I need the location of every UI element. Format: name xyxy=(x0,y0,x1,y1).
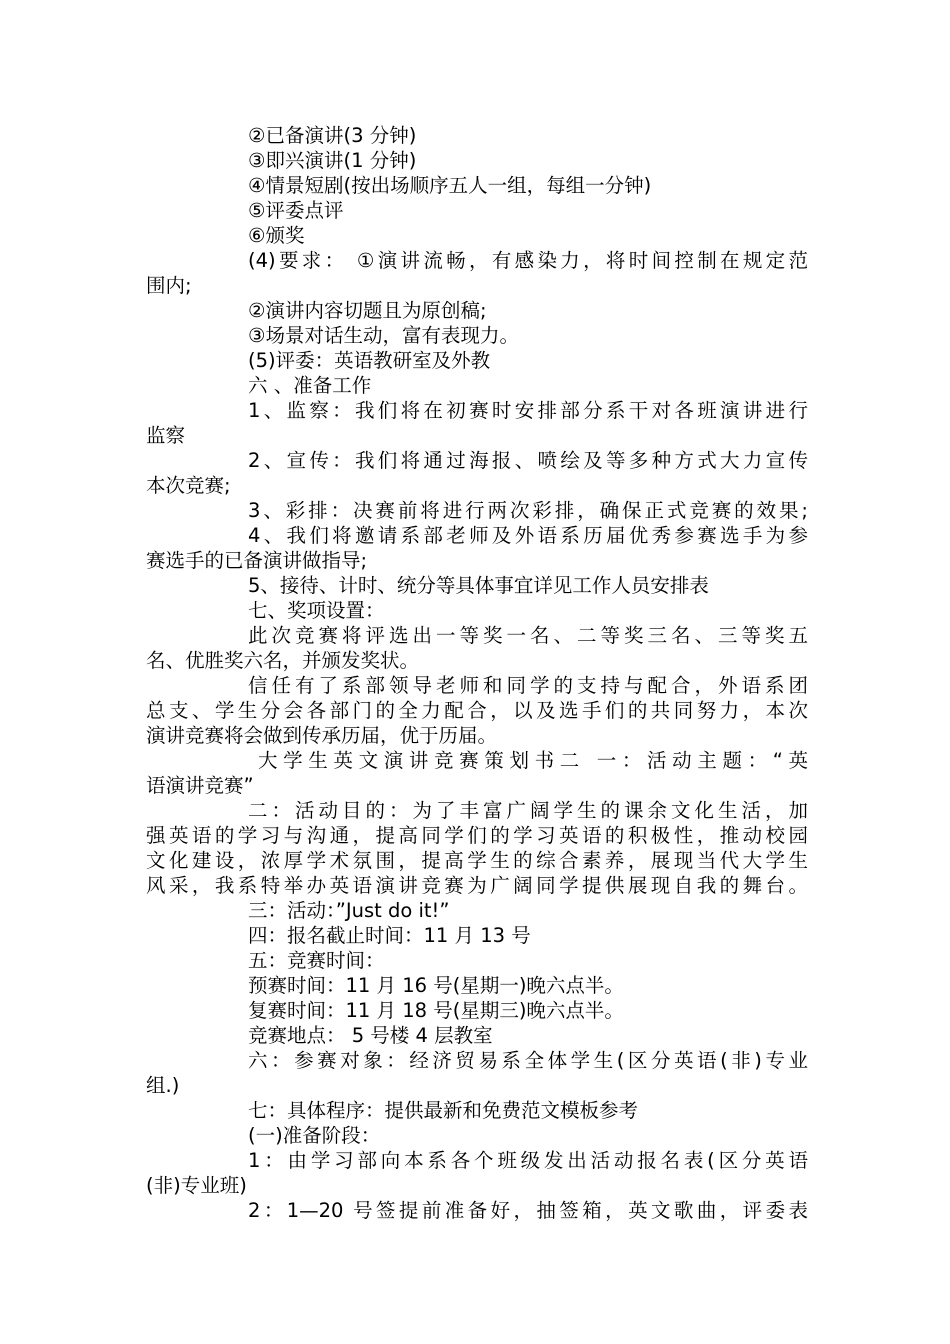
document-title-line: 大学生英文演讲竞赛策划书二 一：活动主题：“英 xyxy=(258,749,808,772)
text-line: 六：参赛对象：经济贸易系全体学生(区分英语(非)专业 xyxy=(248,1049,808,1072)
text-line: 赛选手的已备演讲做指导; xyxy=(146,549,368,572)
text-line: 文化建设，浓厚学术氛围，提高学生的综合素养，展现当代大学生 xyxy=(146,849,808,872)
text-line: 五：竞赛时间： xyxy=(248,949,385,972)
text-line: 围内; xyxy=(146,274,192,297)
text-line: 5、接待、计时、统分等具体事宜详见工作人员安排表 xyxy=(248,574,709,597)
text-line: 本次竞赛; xyxy=(146,474,231,497)
text-line: 1：由学习部向本系各个班级发出活动报名表(区分英语 xyxy=(248,1149,808,1172)
text-line: 三：活动：”Just do it!” xyxy=(248,899,450,922)
text-line: 2、宣传：我们将通过海报、喷绘及等多种方式大力宣传 xyxy=(248,449,808,472)
text-line: ⑥颁奖 xyxy=(248,224,305,247)
text-line: 七：具体程序：提供最新和免费范文模板参考 xyxy=(248,1099,639,1122)
text-line: 复赛时间：11 月 18 号(星期三)晚六点半。 xyxy=(248,999,624,1022)
text-line: 此次竞赛将评选出一等奖一名、二等奖三名、三等奖五 xyxy=(248,624,808,647)
text-line: 2：1—20 号签提前准备好，抽签箱，英文歌曲，评委表 xyxy=(248,1199,808,1222)
text-line: 1、监察：我们将在初赛时安排部分系干对各班演讲进行 xyxy=(248,399,808,422)
text-line: (4)要求： ①演讲流畅，有感染力，将时间控制在规定范 xyxy=(248,249,808,272)
text-line: 总支、学生分会各部门的全力配合，以及选手们的共同努力，本次 xyxy=(146,699,808,722)
text-line: 竞赛地点： 5 号楼 4 层教室 xyxy=(248,1024,493,1047)
text-line: ②演讲内容切题且为原创稿; xyxy=(248,299,487,322)
text-line: 演讲竞赛将会做到传承历届，优于历届。 xyxy=(146,724,498,747)
section-heading: 七、奖项设置： xyxy=(248,599,385,622)
text-line: ③场景对话生动，富有表现力。 xyxy=(248,324,519,347)
text-line: 监察 xyxy=(146,424,186,447)
text-line: 组.) xyxy=(146,1074,180,1097)
text-line: ③即兴演讲(1 分钟) xyxy=(248,149,417,172)
text-line: 3、彩排：决赛前将进行两次彩排，确保正式竞赛的效果; xyxy=(248,499,808,522)
text-line: ②已备演讲(3 分钟) xyxy=(248,124,417,147)
text-line: 4、我们将邀请系部老师及外语系历届优秀参赛选手为参 xyxy=(248,524,808,547)
text-line: 二：活动目的：为了丰富广阔学生的课余文化生活，加 xyxy=(248,799,808,822)
text-line: 强英语的学习与沟通，提高同学们的学习英语的积极性，推动校园 xyxy=(146,824,808,847)
text-line: ④情景短剧(按出场顺序五人一组，每组一分钟) xyxy=(248,174,652,197)
text-line: 语演讲竞赛” xyxy=(146,774,254,797)
text-line: (非)专业班) xyxy=(146,1174,247,1197)
text-line: ⑤评委点评 xyxy=(248,199,344,222)
text-line: (5)评委：英语教研室及外教 xyxy=(248,349,491,372)
text-line: 预赛时间：11 月 16 号(星期一)晚六点半。 xyxy=(248,974,624,997)
text-line: 风采，我系特举办英语演讲竞赛为广阔同学提供展现自我的舞台。 xyxy=(146,874,808,897)
text-line: 四：报名截止时间：11 月 13 号 xyxy=(248,924,531,947)
text-line: (一)准备阶段： xyxy=(248,1124,381,1147)
text-line: 信任有了系部领导老师和同学的支持与配合，外语系团 xyxy=(248,674,808,697)
text-line: 名、优胜奖六名，并颁发奖状。 xyxy=(146,649,420,672)
section-heading: 六 、准备工作 xyxy=(248,374,372,397)
